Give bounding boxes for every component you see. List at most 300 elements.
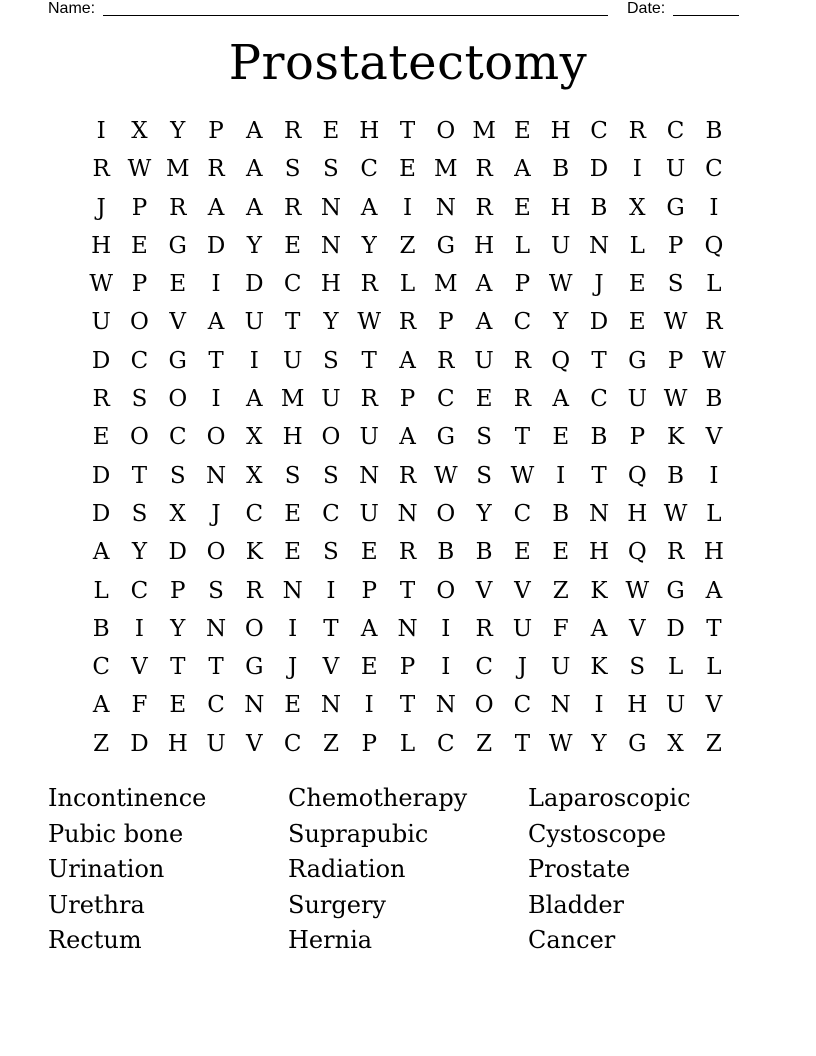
grid-letter: S [323, 347, 339, 374]
grid-letter: J [517, 654, 528, 681]
grid-letter: K [590, 577, 608, 604]
grid-letter: A [246, 194, 263, 221]
grid-letter: B [705, 118, 723, 144]
grid-letter: T [514, 424, 531, 451]
grid-letter: N [588, 232, 610, 259]
grid-letter: X [246, 424, 263, 451]
grid-letter: E [514, 539, 531, 566]
grid-letter: A [590, 615, 608, 642]
grid-letter: P [667, 232, 684, 259]
grid-letter: N [550, 692, 571, 719]
grid-letter: O [244, 615, 264, 642]
grid-letter: T [208, 347, 224, 374]
grid-letter: R [283, 118, 302, 144]
grid-letter: G [436, 424, 455, 451]
word-list-item: Chemotherapy [288, 784, 468, 812]
grid-letter: V [514, 577, 531, 604]
grid-letter: I [402, 194, 413, 221]
grid-letter: N [435, 194, 456, 221]
grid-letter: T [706, 615, 722, 642]
grid-letter: E [284, 232, 302, 259]
grid-letter: O [206, 424, 226, 451]
grid-letter: R [360, 271, 378, 298]
grid-letter: U [627, 386, 647, 413]
grid-letter: Y [323, 309, 339, 336]
grid-letter: C [168, 424, 187, 451]
word-list [48, 781, 768, 959]
grid-letter: C [513, 692, 532, 719]
grid-letter: P [131, 271, 148, 298]
grid-letter: A [92, 692, 110, 719]
grid-letter: H [627, 500, 648, 527]
grid-letter: U [512, 615, 533, 642]
grid-letter: N [397, 500, 418, 527]
grid-letter: X [667, 730, 684, 757]
grid-letter: G [666, 194, 685, 221]
grid-letter: P [667, 347, 684, 374]
grid-letter: I [709, 194, 719, 221]
grid-letter: E [475, 386, 493, 413]
grid-letter: H [588, 539, 610, 566]
grid-letter: C [666, 118, 685, 144]
grid-letter: P [399, 386, 416, 413]
name-date-header [48, 0, 748, 20]
grid-letter: B [705, 386, 723, 413]
grid-letter: N [244, 692, 265, 719]
grid-letter: P [629, 424, 646, 451]
grid-letter: S [284, 462, 301, 489]
grid-letter: C [513, 309, 532, 336]
grid-letter: N [320, 692, 341, 719]
grid-letter: E [284, 500, 302, 527]
grid-letter: L [399, 271, 416, 298]
grid-letter: V [131, 654, 148, 681]
word-list-item: Bladder [528, 890, 625, 919]
grid-letter: P [208, 118, 224, 144]
grid-letter: Y [553, 309, 569, 336]
grid-letter: S [323, 539, 339, 566]
grid-letter: Z [322, 730, 339, 757]
word-list-item: Hernia [288, 926, 373, 955]
word-list-item: Cystoscope [528, 819, 667, 848]
grid-letter: T [399, 692, 416, 719]
grid-letter: H [359, 118, 380, 144]
date-blank-line [673, 15, 739, 16]
grid-letter: Y [361, 232, 377, 259]
grid-letter: V [246, 730, 263, 757]
grid-letter: S [208, 577, 224, 604]
grid-letter: R [398, 309, 417, 336]
grid-letter: E [169, 271, 187, 298]
grid-letter: T [170, 654, 186, 681]
grid-letter: D [589, 156, 609, 183]
grid-letter: E [322, 118, 340, 144]
grid-letter: B [590, 194, 608, 221]
grid-letter: S [476, 462, 492, 489]
grid-letter: Z [552, 577, 569, 604]
grid-letter: L [667, 654, 684, 681]
grid-letter: N [397, 615, 418, 642]
grid-letter: Y [170, 118, 186, 144]
grid-letter: D [91, 462, 111, 489]
grid-letter: E [552, 424, 570, 451]
word-list-item: Radiation [288, 855, 406, 884]
grid-letter: N [205, 615, 227, 642]
grid-letter: B [437, 539, 455, 566]
grid-letter: W [357, 309, 382, 336]
grid-letter: A [552, 386, 570, 413]
grid-letter: C [283, 730, 302, 757]
grid-letter: M [280, 386, 305, 413]
grid-letter: O [130, 309, 149, 336]
grid-letter: A [514, 156, 531, 183]
grid-letter: R [513, 386, 532, 413]
grid-letter: C [705, 156, 723, 183]
grid-letter: O [206, 539, 226, 566]
grid-letter: H [627, 692, 648, 719]
grid-letter: G [666, 577, 685, 604]
grid-letter: R [169, 194, 187, 221]
grid-letter: O [321, 424, 341, 451]
grid-letter: A [360, 194, 378, 221]
grid-letter: C [207, 692, 225, 719]
grid-letter: S [629, 654, 646, 681]
grid-letter: V [628, 615, 646, 642]
grid-letter: N [205, 462, 227, 489]
grid-letter: L [706, 500, 722, 527]
page-title: Prostatectomy [228, 35, 588, 91]
grid-letter: Y [170, 615, 186, 642]
grid-letter: R [705, 309, 723, 336]
grid-letter: T [131, 462, 148, 489]
grid-letter: W [548, 271, 573, 298]
grid-letter: A [246, 386, 263, 413]
grid-letter: M [165, 156, 190, 183]
grid-letter: V [322, 654, 340, 681]
word-list-item: Incontinence [48, 784, 207, 812]
grid-letter: P [438, 309, 454, 336]
grid-letter: L [629, 232, 645, 259]
grid-letter: E [628, 271, 646, 298]
grid-letter: K [590, 654, 608, 681]
grid-letter: E [92, 424, 110, 451]
word-list-item: Pubic bone [48, 819, 184, 848]
grid-letter: D [91, 500, 111, 527]
grid-letter: P [131, 194, 148, 221]
grid-letter: U [359, 424, 379, 451]
grid-letter: S [131, 386, 148, 413]
grid-letter: W [663, 386, 688, 413]
grid-letter: F [131, 692, 148, 719]
grid-letter: W [434, 462, 458, 489]
grid-letter: Z [399, 232, 416, 259]
grid-letter: O [436, 500, 456, 527]
name-label: Name: [48, 0, 96, 17]
date-label: Date: [627, 0, 666, 17]
word-list-item: Suprapubic [288, 819, 429, 848]
grid-letter: B [667, 462, 685, 489]
grid-letter: U [551, 654, 571, 681]
grid-letter: G [436, 232, 455, 259]
grid-letter: X [131, 118, 148, 144]
grid-letter: R [513, 347, 532, 374]
grid-letter: I [441, 654, 451, 681]
grid-letter: P [170, 577, 186, 604]
grid-letter: Q [551, 347, 571, 374]
grid-letter: E [360, 539, 378, 566]
grid-letter: U [244, 309, 265, 336]
grid-letter: B [590, 424, 608, 451]
grid-letter: R [283, 194, 302, 221]
grid-letter: X [246, 462, 263, 489]
grid-letter: U [359, 500, 379, 527]
grid-letter: A [399, 424, 416, 451]
grid-letter: S [667, 271, 684, 298]
word-list-item: Urination [48, 855, 165, 884]
grid-letter: R [628, 118, 646, 144]
grid-letter: W [127, 156, 152, 183]
grid-letter: M [434, 156, 458, 183]
grid-letter: Y [246, 232, 262, 259]
grid-letter: P [514, 271, 531, 298]
grid-letter: C [590, 386, 608, 413]
grid-letter: A [360, 615, 378, 642]
grid-letter: E [552, 539, 570, 566]
grid-letter: I [441, 615, 451, 642]
grid-letter: E [169, 692, 187, 719]
grid-letter: S [284, 156, 301, 183]
grid-letter: J [211, 500, 221, 527]
grid-letter: V [705, 424, 723, 451]
grid-letter: G [628, 347, 647, 374]
grid-letter: A [246, 156, 263, 183]
grid-letter: S [169, 462, 186, 489]
grid-letter: T [591, 462, 607, 489]
grid-letter: T [323, 615, 339, 642]
grid-letter: U [206, 730, 226, 757]
grid-letter: L [706, 271, 722, 298]
grid-letter: C [360, 156, 379, 183]
grid-letter: L [93, 577, 109, 604]
grid-letter: I [364, 692, 374, 719]
grid-letter: Z [476, 730, 493, 757]
grid-letter: T [514, 730, 531, 757]
grid-letter: G [628, 730, 647, 757]
grid-letter: A [399, 347, 416, 374]
grid-letter: R [475, 615, 493, 642]
grid-letter: R [398, 462, 417, 489]
grid-letter: S [323, 462, 339, 489]
grid-letter: D [245, 271, 264, 298]
grid-letter: R [475, 156, 493, 183]
grid-letter: H [703, 539, 724, 566]
grid-letter: R [437, 347, 455, 374]
grid-letter: P [399, 654, 416, 681]
grid-letter: G [168, 347, 187, 374]
grid-letter: B [475, 539, 493, 566]
word-list-item: Prostate [528, 855, 631, 884]
grid-letter: C [245, 500, 264, 527]
grid-letter: A [246, 118, 263, 144]
grid-letter: X [169, 500, 186, 527]
grid-letter: L [514, 232, 531, 259]
grid-letter: C [513, 500, 532, 527]
grid-letter: C [322, 500, 340, 527]
grid-letter: M [472, 118, 496, 144]
grid-letter: U [321, 386, 341, 413]
grid-letter: O [130, 424, 149, 451]
grid-letter: J [96, 194, 106, 221]
grid-letter: W [663, 309, 688, 336]
grid-letter: Y [476, 500, 492, 527]
word-list-item: Urethra [48, 890, 145, 919]
grid-letter: D [130, 730, 149, 757]
grid-letter: N [282, 577, 303, 604]
grid-letter: H [320, 271, 341, 298]
name-blank-line [103, 15, 608, 16]
grid-letter: E [514, 194, 531, 221]
grid-letter: I [211, 271, 221, 298]
grid-letter: A [475, 271, 493, 298]
grid-letter: T [399, 577, 416, 604]
grid-letter: M [434, 271, 458, 298]
grid-letter: Q [627, 462, 647, 489]
word-list-item: Laparoscopic [528, 784, 691, 812]
grid-letter: H [91, 232, 112, 259]
grid-letter: R [245, 577, 263, 604]
grid-letter: A [475, 309, 493, 336]
grid-letter: N [320, 232, 341, 259]
grid-letter: C [130, 347, 149, 374]
grid-letter: T [361, 347, 377, 374]
grid-letter: I [326, 577, 336, 604]
grid-letter: D [589, 309, 609, 336]
grid-letter: N [435, 692, 456, 719]
grid-letter: H [474, 232, 495, 259]
grid-letter: U [282, 347, 303, 374]
grid-letter: Q [627, 539, 647, 566]
grid-letter: R [92, 386, 110, 413]
grid-letter: H [282, 424, 303, 451]
grid-letter: B [552, 500, 570, 527]
grid-letter: C [437, 386, 455, 413]
grid-letter: E [628, 309, 646, 336]
grid-letter: I [632, 156, 642, 183]
grid-letter: U [474, 347, 494, 374]
grid-letter: C [130, 577, 149, 604]
grid-letter: G [245, 654, 264, 681]
grid-letter: E [399, 156, 416, 183]
grid-letter: P [361, 577, 377, 604]
grid-letter: A [207, 194, 225, 221]
grid-letter: R [398, 539, 417, 566]
grid-letter: N [320, 194, 341, 221]
grid-letter: H [167, 730, 188, 757]
grid-letter: J [594, 271, 604, 298]
grid-letter: I [556, 462, 566, 489]
grid-letter: I [709, 462, 719, 489]
grid-letter: J [288, 654, 298, 681]
grid-letter: W [510, 462, 535, 489]
grid-letter: V [169, 309, 187, 336]
grid-letter: W [89, 271, 113, 298]
letter-grid [82, 112, 736, 763]
grid-letter: C [590, 118, 608, 144]
grid-letter: O [436, 577, 456, 604]
grid-letter: U [665, 156, 686, 183]
grid-letter: C [92, 654, 110, 681]
grid-letter: O [436, 118, 456, 144]
grid-letter: L [706, 654, 722, 681]
grid-letter: D [91, 347, 111, 374]
grid-letter: A [705, 577, 723, 604]
grid-letter: Z [705, 730, 722, 757]
grid-letter: S [476, 424, 492, 451]
grid-letter: A [207, 309, 225, 336]
word-list-item: Rectum [48, 926, 142, 955]
grid-letter: R [666, 539, 685, 566]
grid-letter: I [134, 615, 144, 642]
grid-letter: T [399, 118, 416, 144]
grid-letter: T [591, 347, 607, 374]
grid-letter: N [359, 462, 380, 489]
grid-letter: D [206, 232, 226, 259]
grid-letter: S [323, 156, 339, 183]
word-list-item: Cancer [528, 926, 616, 955]
grid-letter: K [245, 539, 263, 566]
grid-letter: W [663, 500, 688, 527]
grid-letter: X [629, 194, 646, 221]
grid-letter: U [91, 309, 111, 336]
grid-letter: R [207, 156, 225, 183]
grid-letter: D [168, 539, 187, 566]
grid-letter: W [625, 577, 650, 604]
grid-letter: W [548, 730, 573, 757]
grid-letter: C [475, 654, 493, 681]
grid-letter: E [284, 692, 302, 719]
grid-letter: A [92, 539, 110, 566]
grid-letter: S [131, 500, 148, 527]
grid-letter: B [552, 156, 570, 183]
grid-letter: K [667, 424, 685, 451]
grid-letter: G [168, 232, 187, 259]
grid-letter: H [550, 118, 571, 144]
grid-letter: R [360, 386, 378, 413]
grid-letter: E [131, 232, 148, 259]
grid-letter: P [361, 730, 377, 757]
grid-letter: I [249, 347, 259, 374]
grid-letter: U [665, 692, 686, 719]
grid-letter: I [96, 118, 106, 144]
grid-letter: T [284, 309, 301, 336]
grid-letter: B [92, 615, 110, 642]
grid-letter: V [705, 692, 723, 719]
grid-letter: W [702, 347, 726, 374]
grid-letter: R [475, 194, 493, 221]
word-list-item: Surgery [288, 890, 386, 919]
grid-letter: T [208, 654, 224, 681]
grid-letter: Z [93, 730, 110, 757]
grid-letter: D [666, 615, 685, 642]
grid-letter: L [399, 730, 416, 757]
grid-letter: Y [591, 730, 607, 757]
grid-letter: C [437, 730, 455, 757]
grid-letter: O [474, 692, 494, 719]
grid-letter: C [283, 271, 302, 298]
grid-letter: E [284, 539, 302, 566]
grid-letter: E [514, 118, 531, 144]
grid-letter: I [211, 386, 221, 413]
